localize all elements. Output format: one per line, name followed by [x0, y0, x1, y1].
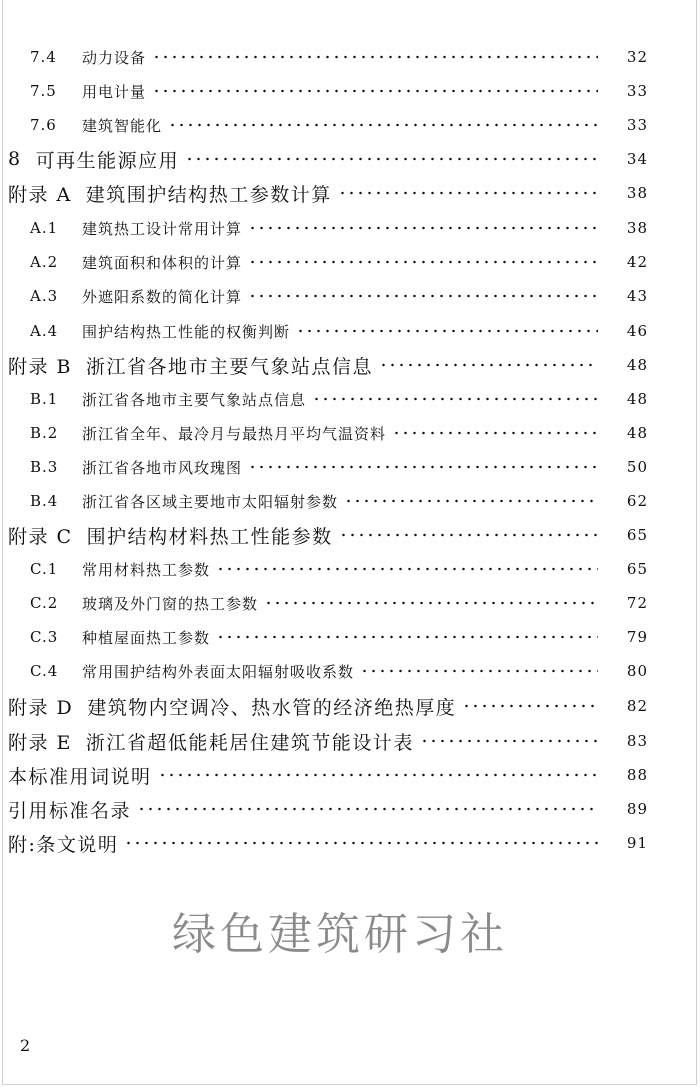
toc-entry-title: 常用材料热工参数: [82, 560, 211, 579]
toc-entry-number: 8: [8, 148, 22, 170]
toc-entry-page: 82: [626, 697, 648, 715]
toc-entry-page: 72: [626, 594, 648, 612]
toc-entry-number: B.1: [30, 390, 59, 408]
toc-entry-page: 43: [626, 287, 648, 305]
dot-leader: [379, 360, 598, 370]
toc-entry[interactable]: [0, 758, 700, 792]
toc-entry-title: 建筑物内空调冷、热水管的经济绝热厚度: [87, 696, 457, 719]
toc-entry[interactable]: [0, 382, 700, 416]
toc-entry[interactable]: [0, 484, 700, 518]
watermark: 绿色建筑研习社: [172, 909, 508, 960]
toc-entry-number: A.1: [30, 219, 59, 237]
toc-entry-page: 83: [626, 732, 648, 750]
dot-leader: [248, 462, 598, 472]
toc-entry-title: 浙江省各地市风玫瑰图: [82, 458, 243, 477]
toc-entry-number: 7.6: [30, 116, 57, 134]
toc-entry-number: B.2: [30, 424, 59, 442]
dot-leader: [137, 804, 598, 814]
toc-entry[interactable]: [0, 518, 700, 552]
toc-entry-page: 48: [626, 424, 648, 442]
toc-entry[interactable]: [0, 40, 700, 74]
toc-entry[interactable]: [0, 348, 700, 382]
toc-entry-title: 常用围护结构外表面太阳辐射吸收系数: [82, 662, 355, 681]
toc-entry-page: 91: [626, 834, 648, 852]
toc-entry-page: 62: [626, 492, 648, 510]
toc-entry[interactable]: [0, 586, 700, 620]
toc-entry-title: 建筑智能化: [82, 116, 163, 135]
toc-entry-number: 附录 C: [8, 525, 73, 548]
toc-entry[interactable]: [0, 792, 700, 826]
dot-leader: [339, 530, 598, 540]
toc-entry-number: 附录 E: [8, 731, 72, 754]
dot-leader: [462, 701, 598, 711]
toc-entry-title: 附:条文说明: [8, 833, 119, 856]
toc-entry-page: 89: [626, 800, 648, 818]
toc-entry-title: 玻璃及外门窗的热工参数: [82, 594, 259, 613]
page-number: 2: [20, 1036, 31, 1055]
toc-entry-title: 浙江省各地市主要气象站点信息: [86, 355, 374, 378]
toc-entry[interactable]: [0, 245, 700, 279]
dot-leader: [296, 326, 598, 336]
toc-entry-page: 38: [626, 219, 648, 237]
dot-leader: [312, 394, 598, 404]
toc-entry-page: 79: [626, 628, 648, 646]
toc-entry-page: 65: [626, 526, 648, 544]
toc-entry-page: 32: [626, 48, 648, 66]
toc-entry-number: A.3: [30, 287, 59, 305]
toc-entry[interactable]: [0, 450, 700, 484]
toc-entry[interactable]: [0, 211, 700, 245]
dot-leader: [124, 838, 598, 848]
toc-entry-page: 33: [626, 116, 648, 134]
toc-entry[interactable]: [0, 724, 700, 758]
toc-entry-number: 7.4: [30, 48, 57, 66]
dot-leader: [168, 120, 598, 130]
toc-entry-title: 围护结构材料热工性能参数: [86, 525, 333, 548]
toc-entry[interactable]: [0, 826, 700, 860]
toc-entry[interactable]: [0, 654, 700, 688]
dot-leader: [152, 52, 598, 62]
dot-leader: [338, 188, 598, 198]
toc-entry[interactable]: [0, 314, 700, 348]
dot-leader: [248, 257, 598, 267]
toc-entry-title: 围护结构热工性能的权衡判断: [82, 322, 291, 341]
toc-entry-page: 46: [626, 322, 648, 340]
toc-entry[interactable]: [0, 176, 700, 210]
toc-entry-number: C.1: [30, 560, 59, 578]
toc-entry[interactable]: [0, 108, 700, 142]
toc-entry-title: 浙江省超低能耗居住建筑节能设计表: [85, 731, 414, 754]
toc-entry-number: B.4: [30, 492, 59, 510]
dot-leader: [152, 86, 598, 96]
toc-entry-page: 80: [626, 662, 648, 680]
toc-entry-page: 38: [626, 184, 648, 202]
toc-entry-number: B.3: [30, 458, 59, 476]
toc-entry-page: 34: [626, 150, 648, 168]
toc-entry-number: C.3: [30, 628, 59, 646]
toc-entry[interactable]: [0, 689, 700, 723]
toc-entry-number: 附录 D: [8, 696, 74, 719]
dot-leader: [248, 223, 598, 233]
toc-entry[interactable]: [0, 620, 700, 654]
toc-entry[interactable]: [0, 279, 700, 313]
dot-leader: [216, 564, 598, 574]
dot-leader: [158, 770, 598, 780]
toc-entry-page: 33: [626, 82, 648, 100]
toc-entry[interactable]: [0, 552, 700, 586]
toc-entry-number: 附录 B: [8, 355, 73, 378]
toc-entry-title: 种植屋面热工参数: [82, 628, 211, 647]
dot-leader: [392, 428, 598, 438]
dot-leader: [360, 666, 598, 676]
toc-entry[interactable]: [0, 142, 700, 176]
toc-entry-title: 动力设备: [82, 48, 147, 67]
toc-entry-title: 引用标准名录: [8, 799, 132, 822]
dot-leader: [185, 154, 598, 164]
dot-leader: [344, 496, 598, 506]
toc-entry-title: 外遮阳系数的简化计算: [82, 287, 243, 306]
toc-entry-title: 浙江省全年、最冷月与最热月平均气温资料: [82, 424, 387, 443]
toc-entry-title: 建筑面积和体积的计算: [82, 253, 243, 272]
dot-leader: [420, 736, 598, 746]
toc-entry-title: 建筑热工设计常用计算: [82, 219, 243, 238]
toc-entry[interactable]: [0, 74, 700, 108]
toc-entry-title: 本标准用词说明: [8, 765, 152, 788]
toc-entry-page: 65: [626, 560, 648, 578]
dot-leader: [248, 291, 598, 301]
toc-entry-page: 50: [626, 458, 648, 476]
toc-entry-number: A.4: [30, 322, 59, 340]
toc-entry-title: 浙江省各区域主要地市太阳辐射参数: [82, 492, 339, 511]
toc-entry-title: 可再生能源应用: [35, 149, 180, 172]
toc-entry-page: 48: [626, 390, 648, 408]
toc-entry-page: 42: [626, 253, 648, 271]
toc-entry-number: C.2: [30, 594, 59, 612]
toc-entry-page: 88: [626, 766, 648, 784]
dot-leader: [264, 598, 598, 608]
toc-entry[interactable]: [0, 416, 700, 450]
toc-entry-number: A.2: [30, 253, 59, 271]
toc-entry-number: 附录 A: [8, 183, 72, 206]
toc-entry-title: 浙江省各地市主要气象站点信息: [82, 390, 307, 409]
toc-entry-title: 建筑围护结构热工参数计算: [85, 183, 332, 206]
toc-entry-page: 48: [626, 356, 648, 374]
toc-entry-number: C.4: [30, 662, 59, 680]
toc-entry-title: 用电计量: [82, 82, 147, 101]
toc-entry-number: 7.5: [30, 82, 57, 100]
dot-leader: [216, 632, 598, 642]
